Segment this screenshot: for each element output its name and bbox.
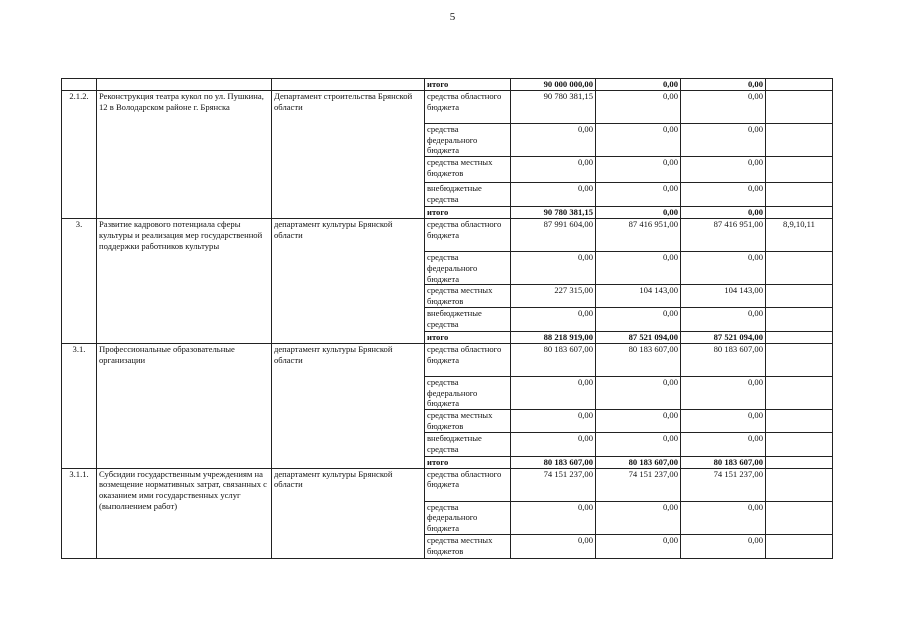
indicators-cell [766, 307, 833, 331]
indicators-cell [766, 251, 833, 284]
funding-source-cell: средства областного бюджета [425, 218, 511, 251]
amount-year1-cell: 0,00 [511, 432, 596, 456]
amount-year3-cell: 0,00 [681, 501, 766, 534]
item-code-cell: 3. [62, 218, 97, 343]
executor-cell: департамент культуры Брянской области [272, 218, 425, 343]
amount-year1-cell: 0,00 [511, 534, 596, 558]
indicators-cell [766, 90, 833, 123]
executor-cell: департамент культуры Брянской области [272, 343, 425, 468]
item-code-cell: 2.1.2. [62, 90, 97, 218]
amount-year3-cell: 0,00 [681, 157, 766, 183]
executor-cell [272, 79, 425, 91]
amount-year3-cell: 74 151 237,00 [681, 468, 766, 501]
amount-year3-cell: 0,00 [681, 207, 766, 219]
item-name-cell: Профессиональные образовательные организации [97, 343, 272, 468]
amount-year2-cell: 0,00 [596, 376, 681, 409]
item-code-cell [62, 79, 97, 91]
indicators-cell [766, 285, 833, 308]
funding-source-cell: средства областного бюджета [425, 343, 511, 376]
amount-year1-cell: 90 780 381,15 [511, 90, 596, 123]
funding-source-cell: средства местных бюджетов [425, 285, 511, 308]
amount-year2-cell: 87 521 094,00 [596, 331, 681, 343]
amount-year3-cell: 0,00 [681, 432, 766, 456]
amount-year2-cell: 74 151 237,00 [596, 468, 681, 501]
executor-cell: департамент культуры Брянской области [272, 468, 425, 558]
amount-year2-cell: 0,00 [596, 307, 681, 331]
funding-source-cell: средства федерального бюджета [425, 376, 511, 409]
amount-year1-cell: 0,00 [511, 123, 596, 156]
funding-source-cell: средства местных бюджетов [425, 534, 511, 558]
amount-year1-cell: 0,00 [511, 183, 596, 207]
amount-year1-cell: 0,00 [511, 376, 596, 409]
amount-year3-cell: 0,00 [681, 79, 766, 91]
amount-year1-cell: 227 315,00 [511, 285, 596, 308]
funding-source-cell: средства областного бюджета [425, 468, 511, 501]
table-row [62, 90, 833, 123]
table-row [62, 468, 833, 501]
amount-year1-cell: 88 218 919,00 [511, 331, 596, 343]
budget-table [61, 78, 833, 559]
amount-year3-cell: 80 183 607,00 [681, 343, 766, 376]
funding-source-cell: итого [425, 207, 511, 219]
item-code-cell: 3.1.1. [62, 468, 97, 558]
funding-source-cell: внебюджетные средства [425, 183, 511, 207]
funding-source-cell: итого [425, 79, 511, 91]
executor-cell: Департамент строительства Брянской области [272, 90, 425, 218]
amount-year2-cell: 104 143,00 [596, 285, 681, 308]
funding-source-cell: средства местных бюджетов [425, 157, 511, 183]
page-number: 5 [449, 11, 456, 23]
indicators-cell [766, 376, 833, 409]
amount-year2-cell: 0,00 [596, 410, 681, 433]
indicators-cell: 8,9,10,11 [766, 218, 833, 251]
amount-year1-cell: 80 183 607,00 [511, 343, 596, 376]
amount-year1-cell: 90 000 000,00 [511, 79, 596, 91]
amount-year3-cell: 0,00 [681, 376, 766, 409]
indicators-cell [766, 410, 833, 433]
amount-year2-cell: 0,00 [596, 501, 681, 534]
amount-year2-cell: 80 183 607,00 [596, 456, 681, 468]
amount-year3-cell: 80 183 607,00 [681, 456, 766, 468]
amount-year1-cell: 0,00 [511, 410, 596, 433]
table-row [62, 343, 833, 376]
indicators-cell [766, 432, 833, 456]
amount-year3-cell: 0,00 [681, 534, 766, 558]
amount-year1-cell: 80 183 607,00 [511, 456, 596, 468]
funding-source-cell: средства федерального бюджета [425, 123, 511, 156]
amount-year2-cell: 0,00 [596, 534, 681, 558]
amount-year2-cell: 0,00 [596, 79, 681, 91]
amount-year3-cell: 87 416 951,00 [681, 218, 766, 251]
amount-year3-cell: 0,00 [681, 251, 766, 284]
amount-year2-cell: 0,00 [596, 207, 681, 219]
amount-year2-cell: 0,00 [596, 251, 681, 284]
indicators-cell [766, 343, 833, 376]
item-name-cell: Субсидии государственным учреждениям на возмещение нормативных затрат, связанных с оказанием ими государственных услуг (выполнением работ) [97, 468, 272, 558]
indicators-cell [766, 456, 833, 468]
item-code-cell: 3.1. [62, 343, 97, 468]
amount-year1-cell: 0,00 [511, 307, 596, 331]
amount-year3-cell: 104 143,00 [681, 285, 766, 308]
funding-source-cell: средства федерального бюджета [425, 501, 511, 534]
item-name-cell: Реконструкция театра кукол по ул. Пушкина, 12 в Володарском районе г. Брянска [97, 90, 272, 218]
amount-year1-cell: 74 151 237,00 [511, 468, 596, 501]
amount-year2-cell: 0,00 [596, 123, 681, 156]
indicators-cell [766, 501, 833, 534]
amount-year2-cell: 80 183 607,00 [596, 343, 681, 376]
amount-year3-cell: 0,00 [681, 123, 766, 156]
budget-table-body [62, 79, 833, 559]
amount-year1-cell: 0,00 [511, 501, 596, 534]
amount-year2-cell: 0,00 [596, 183, 681, 207]
amount-year3-cell: 0,00 [681, 410, 766, 433]
amount-year2-cell: 0,00 [596, 90, 681, 123]
funding-source-cell: итого [425, 456, 511, 468]
indicators-cell [766, 157, 833, 183]
indicators-cell [766, 534, 833, 558]
amount-year1-cell: 0,00 [511, 157, 596, 183]
amount-year1-cell: 87 991 604,00 [511, 218, 596, 251]
amount-year3-cell: 0,00 [681, 90, 766, 123]
amount-year1-cell: 90 780 381,15 [511, 207, 596, 219]
funding-source-cell: внебюджетные средства [425, 307, 511, 331]
amount-year2-cell: 87 416 951,00 [596, 218, 681, 251]
funding-source-cell: средства местных бюджетов [425, 410, 511, 433]
funding-source-cell: итого [425, 331, 511, 343]
funding-source-cell: средства областного бюджета [425, 90, 511, 123]
table-row-total [62, 79, 833, 91]
amount-year2-cell: 0,00 [596, 432, 681, 456]
amount-year2-cell: 0,00 [596, 157, 681, 183]
funding-source-cell: внебюджетные средства [425, 432, 511, 456]
funding-source-cell: средства федерального бюджета [425, 251, 511, 284]
indicators-cell [766, 123, 833, 156]
amount-year3-cell: 0,00 [681, 183, 766, 207]
table-row [62, 218, 833, 251]
indicators-cell [766, 468, 833, 501]
indicators-cell [766, 183, 833, 207]
indicators-cell [766, 79, 833, 91]
amount-year1-cell: 0,00 [511, 251, 596, 284]
indicators-cell [766, 331, 833, 343]
amount-year3-cell: 0,00 [681, 307, 766, 331]
item-name-cell: Развитие кадрового потенциала сферы культуры и реализация мер государственной поддержки работников культуры [97, 218, 272, 343]
item-name-cell [97, 79, 272, 91]
indicators-cell [766, 207, 833, 219]
amount-year3-cell: 87 521 094,00 [681, 331, 766, 343]
